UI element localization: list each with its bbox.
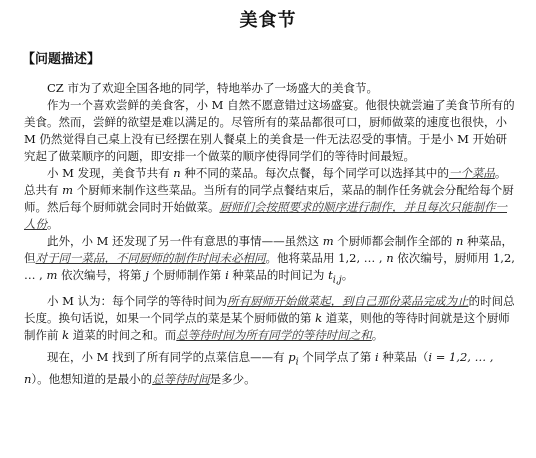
- underlined-phrase: 一个菜品: [448, 166, 495, 180]
- var-m: m: [322, 234, 334, 248]
- text-run: 小 M 认为：每个同学的等待时间为: [47, 294, 228, 309]
- text-run: 种菜品，但: [24, 234, 514, 265]
- paragraph-dishes: [24, 165, 516, 233]
- section-heading: 【问题描述】: [22, 52, 101, 67]
- text-run: 道菜，则他的等待时间就是这个厨师制作前: [24, 311, 510, 343]
- underlined-phrase: 所有厨师开始做菜起，到自己那份菜品完成为止: [227, 294, 469, 309]
- subscript-ij: i,j: [332, 274, 342, 286]
- paragraph-story: 作为一个喜欢尝鲜的美食客，小 M 自然不愿意错过这场盛宴。他很快就尝遍了美食节所有的美食。然而，尝鲜的欲望是难以满足的。尽管所有的菜品都很可口，厨师做菜的速度也很快，小 M 仍然觉得自己桌上没有已经摆在别人餐桌上的美食是一件无法忍受的事情。于是小 M 开始研究起了做菜顺序的问题，即安排一个做菜的顺序使得同学们的等待时间最短。: [24, 98, 515, 163]
- var-k: k: [315, 311, 323, 326]
- var-k: k: [62, 328, 70, 343]
- text-run: 。总共有: [24, 166, 507, 197]
- var-m: m: [62, 183, 74, 197]
- underlined-phrase: 厨师们会按照要求的顺序进行制作，并且每次只能制作一人份: [24, 200, 507, 231]
- underlined-phrase: 总等待时间为所有同学的等待时间之和: [176, 328, 372, 343]
- text-run: 个厨师来制作这些菜品。当所有的同学点餐结束后，菜品的制作任务就会分配给每个厨师。然后每个厨师就会同时开始做菜。: [24, 183, 514, 214]
- var-i: i: [225, 268, 229, 282]
- text-run: 个厨师都会制作全部的: [333, 234, 456, 248]
- text-run: 。他将菜品用 1,2, … ,: [265, 251, 387, 265]
- page-title: 美食节: [239, 10, 297, 31]
- paragraph-chefs: [24, 233, 516, 288]
- text-run: 道菜的时间之和。而: [69, 328, 177, 343]
- text-run: 种菜品（: [378, 350, 429, 365]
- text-run: 个同学点了第: [298, 350, 376, 365]
- underlined-phrase: 对于同一菜品，不同厨师的制作时间未必相同: [35, 251, 266, 265]
- text-run: 。: [371, 328, 384, 343]
- text-run: 。: [47, 217, 59, 231]
- var-m: m: [46, 268, 58, 282]
- text-run: 。: [341, 268, 354, 282]
- text-run: 现在，小 M 找到了所有同学的点菜信息——有: [47, 350, 289, 365]
- text-run: 是多少。: [209, 371, 256, 386]
- problem-description: [24, 80, 516, 388]
- var-t: t: [328, 268, 333, 282]
- text-run: 依次编号，厨师用 1,2, … ,: [24, 251, 515, 282]
- text-run: 种不同的菜品。每次点餐，每个同学可以选择其中的: [180, 166, 449, 180]
- subscript-i: i: [295, 356, 299, 368]
- paragraph-question: [24, 349, 516, 387]
- text-run: 种菜品的时间记为: [228, 268, 329, 282]
- var-j: j: [145, 268, 149, 282]
- var-i: i: [375, 350, 379, 365]
- underlined-phrase: 总等待时间: [152, 371, 210, 386]
- text-run: 依次编号，将第: [57, 268, 146, 282]
- text-run: 的时间总长度。换句话说，如果一个同学点的菜是某个厨师做的第: [24, 294, 515, 326]
- var-n: n: [455, 234, 464, 248]
- var-n: n: [173, 166, 181, 180]
- text-run: ）。他想知道的是最小的: [31, 371, 153, 386]
- text-run: 小 M 发现，美食节共有: [47, 166, 174, 180]
- paragraph-intro: CZ 市为了欢迎全国各地的同学，特地举办了一场盛大的美食节。: [47, 81, 378, 95]
- var-p: p: [288, 350, 296, 365]
- text-run: 此外，小 M 还发现了另一件有意思的事情——虽然这: [47, 234, 323, 248]
- var-n: n: [386, 251, 394, 265]
- paragraph-waiting: [24, 293, 516, 344]
- text-run: 个厨师制作第: [148, 268, 226, 282]
- index-range: i = 1,2, … , n: [24, 350, 494, 386]
